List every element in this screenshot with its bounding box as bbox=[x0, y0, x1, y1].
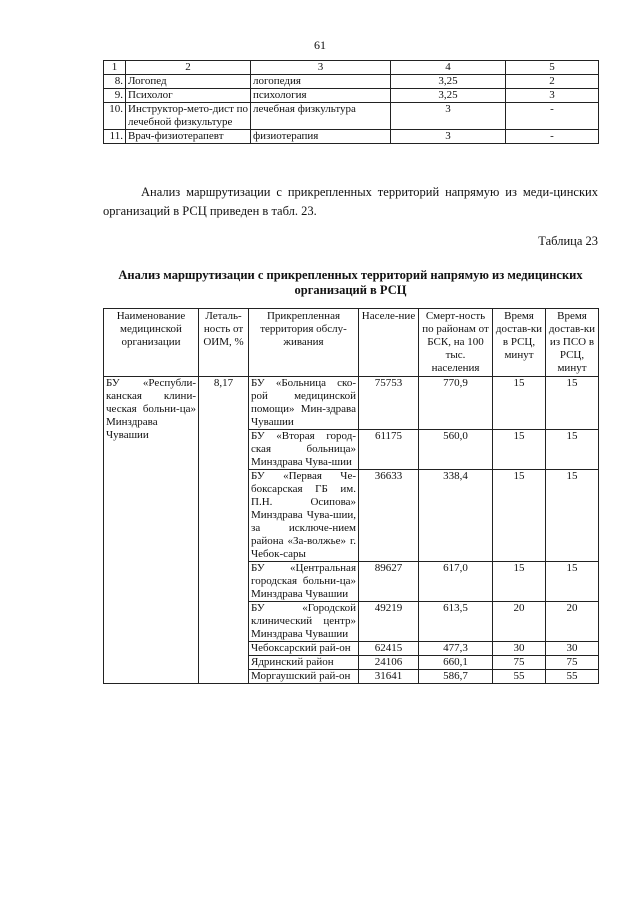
time-rsc: 15 bbox=[493, 430, 546, 470]
table-row bbox=[104, 103, 599, 130]
specialist-name: Инструктор-мето-дист по лечебной физкультуре bbox=[126, 103, 251, 130]
mortality: 613,5 bbox=[419, 602, 493, 642]
table-header-row bbox=[104, 309, 599, 377]
time-pso: 20 bbox=[546, 602, 599, 642]
time-pso: 15 bbox=[546, 470, 599, 562]
territory: Ядринский район bbox=[249, 656, 359, 670]
time-rsc: 55 bbox=[493, 670, 546, 684]
row-number: 8. bbox=[104, 75, 126, 89]
specialist-name: Врач-физиотерапевт bbox=[126, 130, 251, 144]
mortality: 477,3 bbox=[419, 642, 493, 656]
table-row bbox=[104, 377, 599, 430]
time-pso: 30 bbox=[546, 642, 599, 656]
header-mortality: Смерт-ность по районам от БСК, на 100 тыс. населения bbox=[419, 309, 493, 377]
mortality: 560,0 bbox=[419, 430, 493, 470]
lethality-value: 8,17 bbox=[199, 377, 249, 684]
profile: психология bbox=[251, 89, 391, 103]
body-paragraph: Анализ маршрутизации с прикрепленных территорий напрямую из меди-цинских организаций в РСЦ приведен в табл. 23. bbox=[103, 185, 598, 218]
time-rsc: 15 bbox=[493, 562, 546, 602]
table-header-cell: 2 bbox=[126, 61, 251, 75]
territory: БУ «Больница ско-рой медицинской помощи» Мин-здрава Чувашии bbox=[249, 377, 359, 430]
table-header-cell: 4 bbox=[391, 61, 506, 75]
population: 31641 bbox=[359, 670, 419, 684]
value: 3,25 bbox=[391, 75, 506, 89]
header-time-rsc: Время достав-ки в РСЦ, минут bbox=[493, 309, 546, 377]
time-rsc: 15 bbox=[493, 377, 546, 430]
population: 36633 bbox=[359, 470, 419, 562]
profile: логопедия bbox=[251, 75, 391, 89]
population: 89627 bbox=[359, 562, 419, 602]
specialist-name: Психолог bbox=[126, 89, 251, 103]
table-header-cell: 3 bbox=[251, 61, 391, 75]
mortality: 770,9 bbox=[419, 377, 493, 430]
page-number: 61 bbox=[314, 38, 326, 52]
specialists-table bbox=[103, 60, 599, 144]
specialist-name: Логопед bbox=[126, 75, 251, 89]
territory: БУ «Первая Че-боксарская ГБ им. П.Н. Осипова» Минздрава Чува-шии, за исключе-нием района «За-волжье» г. Чебок-сары bbox=[249, 470, 359, 562]
profile: лечебная физкультура bbox=[251, 103, 391, 130]
territory: Чебоксарский рай-он bbox=[249, 642, 359, 656]
table-row bbox=[104, 130, 599, 144]
time-rsc: 15 bbox=[493, 470, 546, 562]
value: 3 bbox=[391, 103, 506, 130]
time-pso: 15 bbox=[546, 562, 599, 602]
table-header-cell: 1 bbox=[104, 61, 126, 75]
table-title: Анализ маршрутизации с прикрепленных территорий напрямую из медицинских организаций в РСЦ bbox=[118, 268, 583, 297]
territory: БУ «Вторая город-ская больница» Минздрава Чува-шии bbox=[249, 430, 359, 470]
col5-value: 3 bbox=[506, 89, 599, 103]
territory: БУ «Городской клинический центр» Минздрава Чувашии bbox=[249, 602, 359, 642]
row-number: 11. bbox=[104, 130, 126, 144]
time-rsc: 30 bbox=[493, 642, 546, 656]
header-org: Наименование медицинской организации bbox=[104, 309, 199, 377]
time-rsc: 20 bbox=[493, 602, 546, 642]
header-population: Населе-ние bbox=[359, 309, 419, 377]
table-row bbox=[104, 75, 599, 89]
time-pso: 55 bbox=[546, 670, 599, 684]
mortality: 586,7 bbox=[419, 670, 493, 684]
row-number: 9. bbox=[104, 89, 126, 103]
value: 3 bbox=[391, 130, 506, 144]
col5-value: 2 bbox=[506, 75, 599, 89]
header-time-pso: Время достав-ки из ПСО в РСЦ, минут bbox=[546, 309, 599, 377]
col5-value: - bbox=[506, 103, 599, 130]
mortality: 617,0 bbox=[419, 562, 493, 602]
territory: Моргаушский рай-он bbox=[249, 670, 359, 684]
table-row bbox=[104, 89, 599, 103]
population: 49219 bbox=[359, 602, 419, 642]
row-number: 10. bbox=[104, 103, 126, 130]
profile: физиотерапия bbox=[251, 130, 391, 144]
mortality: 660,1 bbox=[419, 656, 493, 670]
time-rsc: 75 bbox=[493, 656, 546, 670]
value: 3,25 bbox=[391, 89, 506, 103]
time-pso: 15 bbox=[546, 377, 599, 430]
table-header-row bbox=[104, 61, 599, 75]
mortality: 338,4 bbox=[419, 470, 493, 562]
population: 62415 bbox=[359, 642, 419, 656]
routing-table bbox=[103, 308, 599, 684]
table-caption: Таблица 23 bbox=[538, 234, 598, 248]
header-territory: Прикрепленная территория обслу-живания bbox=[249, 309, 359, 377]
time-pso: 75 bbox=[546, 656, 599, 670]
time-pso: 15 bbox=[546, 430, 599, 470]
population: 24106 bbox=[359, 656, 419, 670]
org-name: БУ «Республи-канская клини-ческая больни-ца» Минздрава Чувашии bbox=[104, 377, 199, 684]
population: 75753 bbox=[359, 377, 419, 430]
table-header-cell: 5 bbox=[506, 61, 599, 75]
territory: БУ «Центральная городская больни-ца» Минздрава Чувашии bbox=[249, 562, 359, 602]
population: 61175 bbox=[359, 430, 419, 470]
col5-value: - bbox=[506, 130, 599, 144]
header-lethality: Леталь-ность от ОИМ, % bbox=[199, 309, 249, 377]
